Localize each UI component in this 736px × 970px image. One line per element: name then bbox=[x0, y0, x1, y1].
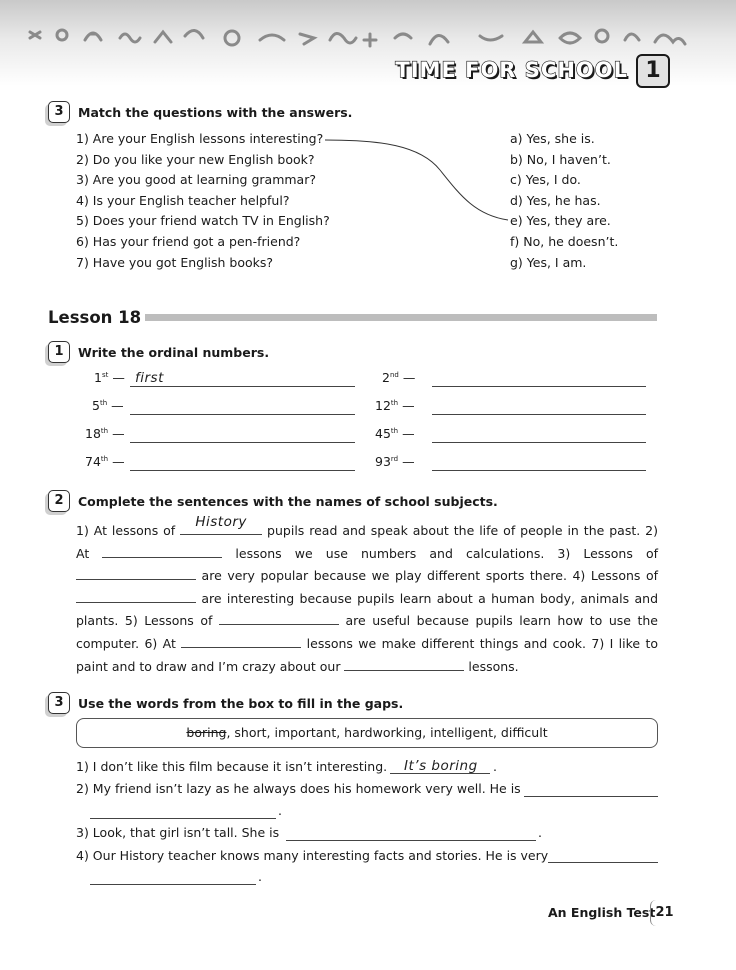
sentence: 1) I don’t like this film because it isn’t interesting. bbox=[76, 759, 388, 774]
match-answer: c) Yes, I do. bbox=[510, 172, 581, 187]
match-answer: e) Yes, they are. bbox=[510, 213, 611, 228]
used-word: boring bbox=[186, 725, 227, 740]
task-instruction: Use the words from the box to fill in the gaps. bbox=[78, 695, 404, 711]
ordinal-label: 93rd — bbox=[375, 454, 415, 469]
answer-gap[interactable] bbox=[102, 545, 222, 558]
answer-line[interactable] bbox=[130, 386, 355, 387]
sentence: 4) Our History teacher knows many interesting facts and stories. He is very bbox=[76, 848, 549, 863]
sentence: 3) Look, that girl isn’t tall. She is bbox=[76, 825, 280, 840]
answer-line[interactable] bbox=[524, 796, 658, 797]
task-heading-fill-gaps bbox=[48, 692, 403, 714]
answer-line[interactable] bbox=[432, 442, 646, 443]
answer-line[interactable] bbox=[130, 414, 355, 415]
book-title: An English Test bbox=[548, 905, 656, 920]
ordinal-label: 45th — bbox=[375, 426, 415, 441]
answer-gap[interactable] bbox=[76, 590, 196, 603]
subjects-paragraph: 1) At lessons of History pupils read and speak about the life of people in the past. 2) At lessons we use numbers and calculations. 3) Lessons of are very popular because we play different sports there. 4) Lessons of are interesting because pupils learn about a human body, animals and plants. 5) Lessons of are useful because pupils learn how to use the computer. 6) At lessons we make different things and cook. 7) I like to paint and to draw and I’m crazy about our lessons. bbox=[76, 520, 658, 678]
task-heading-ordinals bbox=[48, 341, 269, 363]
ordinal-label: 74th — bbox=[85, 454, 125, 469]
task-number: 3 bbox=[48, 692, 70, 714]
ordinal-label: 12th — bbox=[375, 398, 415, 413]
task-heading-subjects bbox=[48, 490, 498, 512]
ordinal-label: 18th — bbox=[85, 426, 125, 441]
match-question: 5) Does your friend watch TV in English? bbox=[76, 213, 330, 228]
answer-gap[interactable] bbox=[219, 612, 339, 625]
match-answer: g) Yes, I am. bbox=[510, 255, 587, 270]
ordinal-label: 5th — bbox=[92, 398, 124, 413]
unit-number: 1 bbox=[636, 54, 670, 88]
answer-line[interactable] bbox=[90, 818, 276, 819]
ordinal-answer: first bbox=[135, 370, 164, 386]
period: . bbox=[538, 825, 542, 840]
answer-gap[interactable] bbox=[180, 514, 262, 535]
match-question: 7) Have you got English books? bbox=[76, 255, 274, 270]
ordinal-label: 1st — bbox=[94, 370, 125, 385]
task-instruction: Complete the sentences with the names of school subjects. bbox=[78, 493, 498, 509]
answer-line[interactable] bbox=[90, 884, 256, 885]
match-question: 2) Do you like your new English book? bbox=[76, 152, 315, 167]
match-answer: b) No, I haven’t. bbox=[510, 152, 611, 167]
period: . bbox=[493, 759, 497, 774]
period: . bbox=[258, 869, 262, 884]
task-number: 3 bbox=[48, 101, 70, 123]
task-number: 1 bbox=[48, 341, 70, 363]
match-question: 1) Are your English lessons interesting? bbox=[76, 131, 324, 146]
match-answer: d) Yes, he has. bbox=[510, 193, 601, 208]
task-instruction: Write the ordinal numbers. bbox=[78, 344, 270, 360]
period: . bbox=[278, 803, 282, 818]
answer-line[interactable] bbox=[432, 414, 646, 415]
sentence: 2) My friend isn’t lazy as he always does his homework very well. He is bbox=[76, 781, 521, 796]
task-number: 2 bbox=[48, 490, 70, 512]
word-box: boring, short, important, hardworking, intelligent, difficult bbox=[76, 718, 658, 748]
task-instruction: Match the questions with the answers. bbox=[78, 104, 353, 120]
lesson-title: Lesson 18 bbox=[48, 308, 142, 327]
answer-gap[interactable] bbox=[344, 658, 464, 671]
unit-title: TIME FOR SCHOOL bbox=[395, 58, 628, 82]
answer-line[interactable] bbox=[432, 386, 646, 387]
answer-line[interactable] bbox=[432, 470, 646, 471]
answer-gap[interactable] bbox=[181, 635, 301, 648]
match-answer: f) No, he doesn’t. bbox=[510, 234, 619, 249]
lesson-bar bbox=[145, 314, 657, 321]
gap-answer: History bbox=[195, 514, 247, 531]
answer-line[interactable] bbox=[390, 773, 490, 774]
answer-line[interactable] bbox=[548, 862, 658, 863]
match-question: 6) Has your friend got a pen-friend? bbox=[76, 234, 301, 249]
match-line bbox=[0, 0, 736, 300]
match-question: 3) Are you good at learning grammar? bbox=[76, 172, 316, 187]
answer-line[interactable] bbox=[286, 840, 536, 841]
page-number: 21 bbox=[650, 900, 678, 926]
match-question: 4) Is your English teacher helpful? bbox=[76, 193, 290, 208]
match-answer: a) Yes, she is. bbox=[510, 131, 595, 146]
example-answer: It’s boring bbox=[404, 758, 478, 774]
ordinal-label: 2nd — bbox=[382, 370, 416, 385]
answer-gap[interactable] bbox=[76, 567, 196, 580]
answer-line[interactable] bbox=[130, 442, 355, 443]
answer-line[interactable] bbox=[130, 470, 355, 471]
